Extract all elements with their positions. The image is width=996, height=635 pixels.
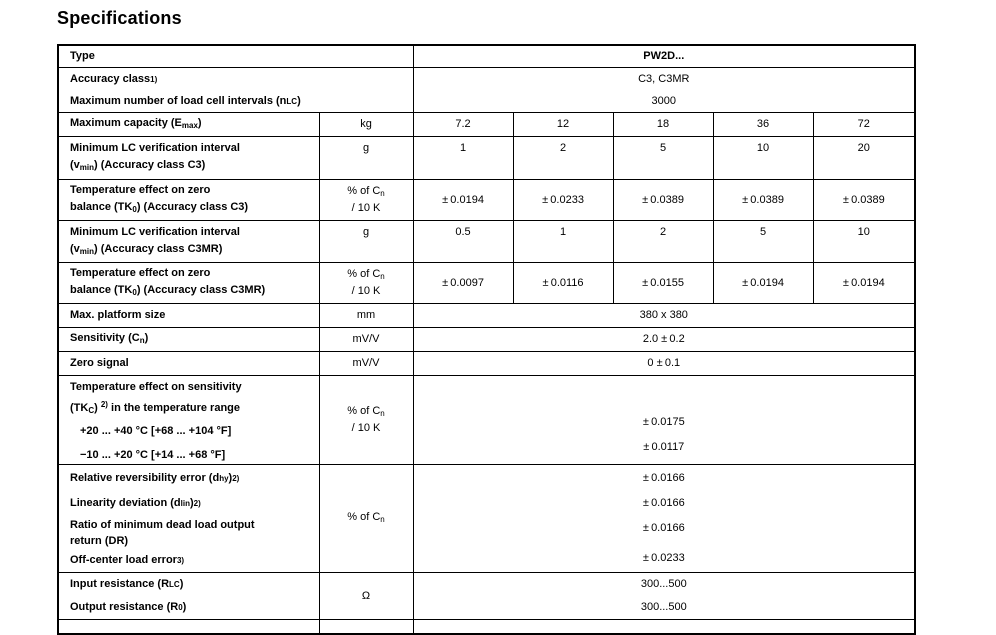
reversibility-error-label: Relative reversibility error (d hy ) 2) <box>70 471 240 484</box>
row-temp-zero-c3mr <box>58 263 915 304</box>
value-cell: ± 0.0116 <box>513 263 613 304</box>
dead-load-return-label: Ratio of minimum dead load output return (DR) <box>70 519 255 547</box>
row-type-label: Type <box>58 45 413 68</box>
row-accuracy-values <box>413 68 915 113</box>
value-cell: ± 0.0097 <box>413 263 513 304</box>
partial-unit-cell <box>319 620 413 634</box>
value-cell: 2 <box>513 137 613 180</box>
temp-zero-c3mr-label: Temperature effect on zero balance $(TK_0)$ (Accuracy class C3MR) <box>58 263 319 304</box>
output-resistance-value: 300...500 <box>640 601 687 613</box>
row-resistance <box>58 573 915 620</box>
row-accuracy-labels <box>58 68 413 113</box>
partial-label-cell <box>58 620 319 634</box>
min-lc-c3mr-unit: g <box>319 221 413 263</box>
sensitivity-value: 2.0 ± 0.2 <box>413 328 915 352</box>
page-title: Specifications <box>57 8 182 28</box>
row-partial <box>58 620 915 634</box>
row-min-lc-c3mr <box>58 221 915 263</box>
value-cell: ± 0.0194 <box>813 263 915 304</box>
value-cell: 10 <box>713 137 813 180</box>
value-cell: ± 0.0389 <box>713 180 813 221</box>
value-cell: 0.5 <box>413 221 513 263</box>
errors-values <box>413 465 915 573</box>
resistance-labels <box>58 573 319 620</box>
temp-sensitivity-title: Temperature effect on sensitivity $(TK_C)$ $^{2)}$ in the temperature range <box>70 381 242 415</box>
errors-unit: % of $C_n$ <box>319 465 413 573</box>
min-lc-c3-unit: g <box>319 137 413 180</box>
value-cell: 5 <box>713 221 813 263</box>
input-resistance-label: Input resistance (R LC ) <box>70 578 184 590</box>
value-cell: ± 0.0155 <box>613 263 713 304</box>
zero-signal-value: 0 ± 0.1 <box>413 352 915 376</box>
min-lc-c3-label: Minimum LC verification interval $(v_{min})$ (Accuracy class C3) <box>58 137 319 180</box>
row-temp-zero-c3 <box>58 180 915 221</box>
resistance-unit: Ω <box>319 573 413 620</box>
max-capacity-unit: kg <box>319 113 413 137</box>
temp-sensitivity-unit: % of $C_n$ / 10 K <box>319 376 413 465</box>
value-cell: 7.2 <box>413 113 513 137</box>
temp-range-2: −10 ... +20 °C [+14 ... +68 °F] <box>80 449 226 461</box>
max-intervals-value: 3000 <box>651 95 677 107</box>
row-min-lc-c3 <box>58 137 915 180</box>
temp-range-1: +20 ... +40 °C [+68 ... +104 °F] <box>80 425 232 437</box>
min-lc-c3mr-label: Minimum LC verification interval $(v_{min})$ (Accuracy class C3MR) <box>58 221 319 263</box>
temp-zero-c3mr-unit: % of $C_n$ / 10 K <box>319 263 413 304</box>
value-cell: ± 0.0389 <box>613 180 713 221</box>
row-temp-sensitivity <box>58 376 915 465</box>
value-cell: ± 0.0194 <box>413 180 513 221</box>
value-cell: 36 <box>713 113 813 137</box>
value-cell: 1 <box>513 221 613 263</box>
input-resistance-value: 300...500 <box>640 578 687 590</box>
platform-size-unit: mm <box>319 304 413 328</box>
temp-sensitivity-labels <box>58 376 319 465</box>
value-cell: ± 0.0233 <box>513 180 613 221</box>
off-center-load-label: Off-center load error 3) <box>70 553 185 566</box>
resistance-values <box>413 573 915 620</box>
value-cell: 72 <box>813 113 915 137</box>
linearity-deviation-value: ± 0.0166 <box>642 497 685 509</box>
zero-signal-label: Zero signal <box>58 352 319 376</box>
value-cell: 2 <box>613 221 713 263</box>
off-center-load-value: ± 0.0233 <box>642 552 685 564</box>
dead-load-return-value: ± 0.0166 <box>642 522 685 534</box>
value-cell: 5 <box>613 137 713 180</box>
temp-sensitivity-value-1: ± 0.0175 <box>642 415 685 428</box>
temp-zero-c3-label: Temperature effect on zero balance $(TK_0)$ (Accuracy class C3) <box>58 180 319 221</box>
value-cell: ± 0.0194 <box>713 263 813 304</box>
output-resistance-label: Output resistance (R 0 ) <box>70 601 187 613</box>
value-cell: 10 <box>813 221 915 263</box>
linearity-deviation-label: Linearity deviation (d lin ) 2) <box>70 497 201 509</box>
error-labels <box>58 465 319 573</box>
value-cell: ± 0.0389 <box>813 180 915 221</box>
value-cell: 18 <box>613 113 713 137</box>
partial-value-cell <box>413 620 915 634</box>
temp-zero-c3-unit: % of $C_n$ / 10 K <box>319 180 413 221</box>
max-intervals-label: Maximum number of load cell intervals (n LC ) <box>70 94 301 107</box>
accuracy-class-value: C3, C3MR <box>638 73 690 85</box>
row-errors <box>58 465 915 573</box>
specifications-table <box>57 44 916 635</box>
row-sensitivity <box>58 328 915 352</box>
platform-size-value: 380 x 380 <box>413 304 915 328</box>
zero-signal-unit: mV/V <box>319 352 413 376</box>
platform-size-label: Max. platform size <box>58 304 319 328</box>
max-capacity-label: Maximum capacity $(E_{max})$ <box>58 113 319 137</box>
temp-sensitivity-value-2: ± 0.0117 <box>643 440 685 453</box>
row-accuracy <box>58 68 915 113</box>
row-platform-size <box>58 304 915 328</box>
row-zero-signal <box>58 352 915 376</box>
value-cell: 1 <box>413 137 513 180</box>
row-max-capacity <box>58 113 915 137</box>
row-type <box>58 45 915 68</box>
sensitivity-label: Sensitivity $(C_n)$ <box>58 328 319 352</box>
temp-sensitivity-values <box>413 376 915 465</box>
reversibility-error-value: ± 0.0166 <box>642 472 685 484</box>
row-type-value: PW2D... <box>413 45 915 68</box>
value-cell: 20 <box>813 137 915 180</box>
value-cell: 12 <box>513 113 613 137</box>
sensitivity-unit: mV/V <box>319 328 413 352</box>
accuracy-class-label: Accuracy class 1) <box>70 72 158 85</box>
